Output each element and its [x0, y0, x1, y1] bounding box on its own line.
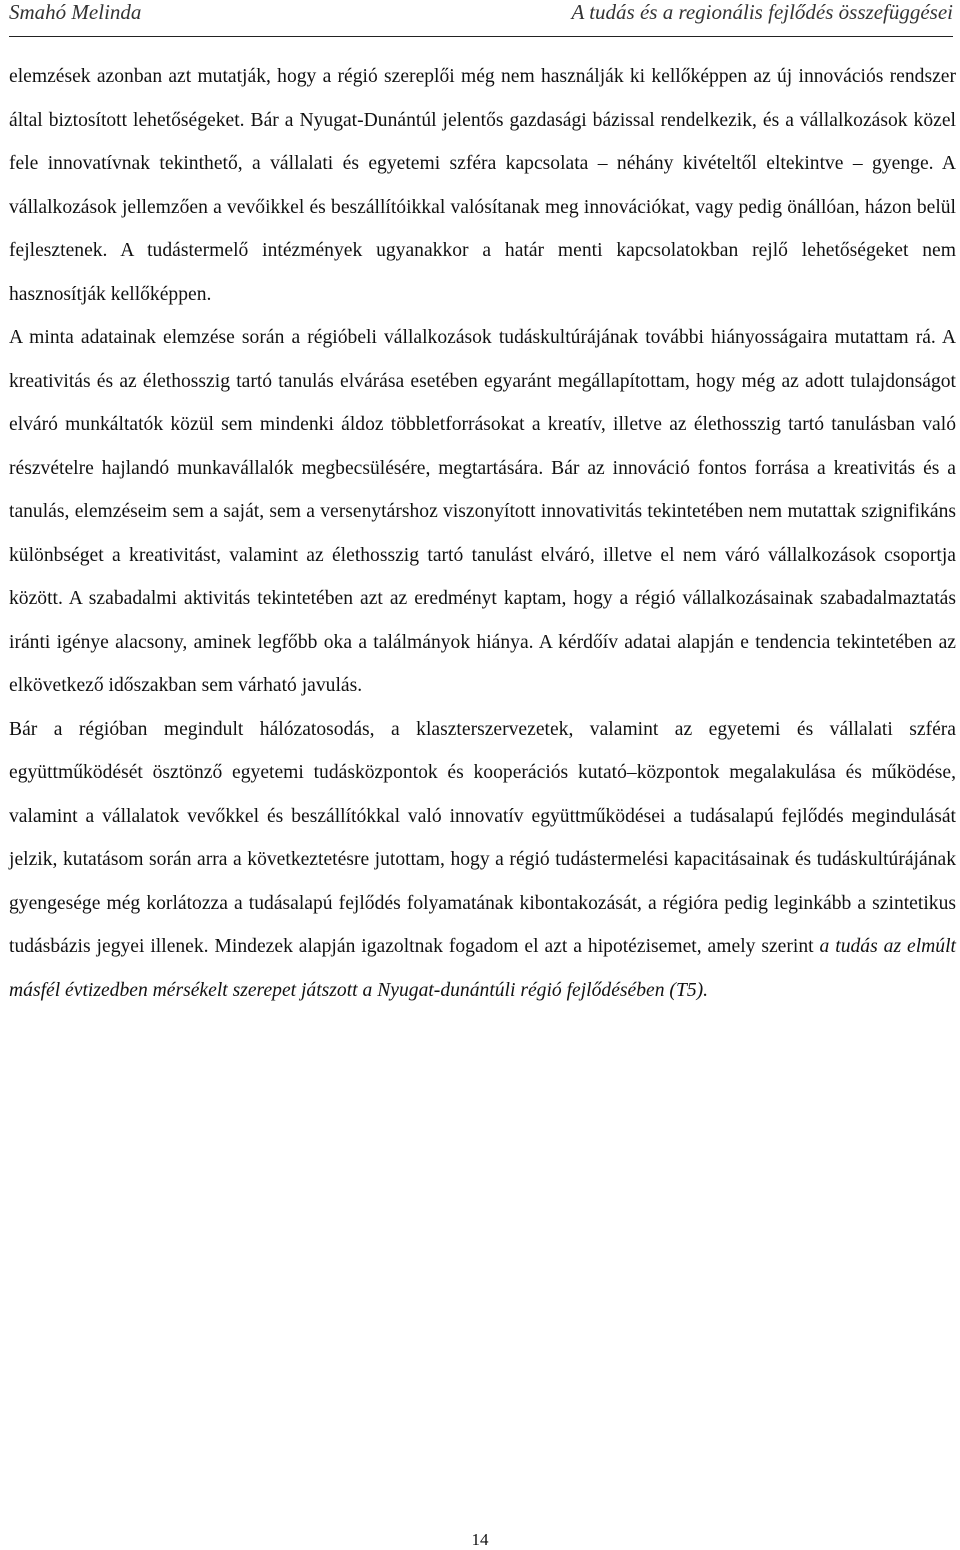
- header-author: Smahó Melinda: [9, 0, 142, 24]
- page-number: 14: [471, 1530, 489, 1549]
- hypothesis-emphasis: a tudás az elmúlt másfél évtizedben mérsékelt szerepet játszott a Nyugat-dunántúli régió fejlődésében (T5).: [9, 936, 956, 1001]
- body-text: [9, 55, 956, 1012]
- header-title: A tudás és a regionális fejlődés összefüggései: [571, 0, 953, 24]
- paragraph-3-text: Bár a régióban megindult hálózatosodás, a klaszterszervezetek, valamint az egyetemi és vállalati szféra együttműködését ösztönző egyetemi tudásközpontok és kooperációs kutató–központok megalakulása és működése, valamint a vállalatok vevőkkel és beszállítókkal való innovatív együttműködései a tudásalapú fejlődés megindulását jelzik, kutatásom során arra a következtetésre jutottam, hogy a régió tudástermelési kapacitásainak és tudáskultúrájának gyengesége még korlátozza a tudásalapú fejlődés folyamatának kibontakozását, a régióra pedig leginkább a szintetikus tudásbázis jegyei illenek. Mindezek alapján igazoltnak fogadom el azt a hipotézisemet, amely szerint: [9, 718, 956, 957]
- paragraph-1-text: elemzések azonban azt mutatják, hogy a régió szereplői még nem használják ki kellőképpen az új innovációs rendszer által biztosított lehetőségeket. Bár a Nyugat-Dunántúl jelentős gazdasági bázissal rendelkezik, és a vállalkozások közel fele innovatívnak tekinthető, a vállalati és egyetemi szféra kapcsolata – néhány kivételtől eltekintve – gyenge. A vállalkozások jellemzően a vevőikkel és beszállítóikkal valósítanak meg innovációkat, vagy pedig önállóan, házon belül fejlesztenek. A tudástermelő intézmények ugyanakkor a határ menti kapcsolatokban rejlő lehetőségeket nem hasznosítják kellőképpen.: [9, 66, 956, 305]
- paragraph-3: [9, 708, 956, 1013]
- paragraph-2: [9, 316, 956, 708]
- paragraph-2-text: A minta adatainak elemzése során a régióbeli vállalkozások tudáskultúrájának további hiányosságaira mutattam rá. A kreativitás és az élethosszig tartó tanulás elvárása esetében egyaránt megállapítottam, hogy még az adott tulajdonságot elváró munkáltatók közül sem mindenki áldoz többletforrásokat a kreatív, illetve az élethosszig tartó tanulásban való részvételre hajlandó munkavállalók megbecsülésére, megtartására. Bár az innováció fontos forrása a kreativitás és a tanulás, elemzéseim sem a saját, sem a versenytárshoz viszonyított innovativitás tekintetében nem mutattak szignifikáns különbséget a kreativitást, valamint az élethosszig tartó tanulást elváró, illetve el nem váró vállalkozások csoportja között. A szabadalmi aktivitás tekintetében azt az eredményt kaptam, hogy a régió vállalkozásainak szabadalmaztatás iránti igénye alacsony, aminek legfőbb oka a találmányok hiánya. A kérdőív adatai alapján e tendencia tekintetében az elkövetkező időszakban sem várható javulás.: [9, 327, 956, 696]
- paragraph-1: [9, 55, 956, 316]
- page-header: [9, 0, 953, 37]
